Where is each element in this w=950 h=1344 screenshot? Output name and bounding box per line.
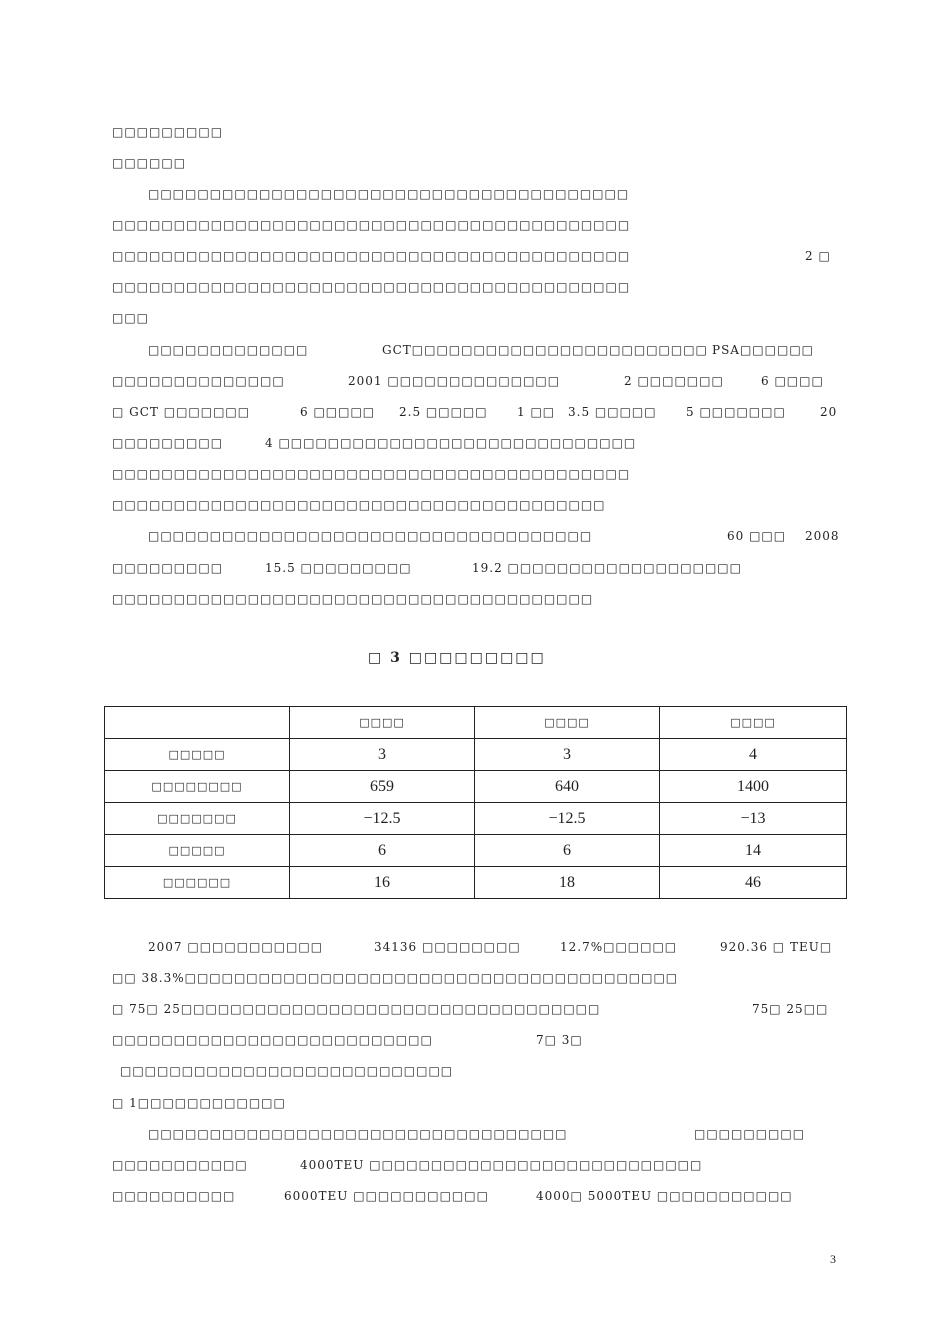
text-line: 5 □□□□□□□ [686,405,786,419]
text-line: □ 75□ 25□□□□□□□□□□□□□□□□□□□□□□□□□□□□□□□□□□ [112,1002,601,1016]
text-line: 75□ 25□□ [752,1002,829,1016]
text-line: 20 [820,405,838,419]
text-line: 4 □□□□□□□□□□□□□□□□□□□□□□□□□□□□□ [265,436,637,450]
text-line: □□□□□□□□□ [112,436,224,450]
text-line: □□□□□□□□□ [112,125,224,139]
table-cell: 659 [290,771,475,803]
text-line: 7□ 3□ [536,1033,583,1047]
text-line: 2.5 □□□□□ [399,405,488,419]
table-header-row [105,707,847,739]
table-caption: □ 3 □□□□□□□□□ [368,650,546,666]
text-line: 15.5 □□□□□□□□□ [265,561,412,575]
table-row [105,771,847,803]
text-line: □□□□□□□□□□□□□□□□□□□□□□□□□□□□□□□□□□□□□□□□□□ [112,280,631,294]
text-line: 34136 □□□□□□□□ [374,940,521,954]
table-cell: −13 [660,803,847,835]
text-line: □□□□□□□□□□□□□□□□□□□□□□□□□□□□□□□□□□□□□□□□□□ [112,467,631,481]
text-line: □□□□□□ [112,156,187,170]
row-label: □□□□□ [105,835,290,867]
text-line: □□□□□□□□□□□□□□□□□□□□□□□□□□□□□□□□□□□□□□□ [148,187,630,201]
table-cell: 3 [290,739,475,771]
text-line: 2 □ [805,249,831,263]
text-line: 920.36 □ TEU□ [720,940,833,954]
text-line: □ GCT □□□□□□□ [112,405,251,419]
text-line: 4000TEU □□□□□□□□□□□□□□□□□□□□□□□□□□□ [300,1158,703,1172]
text-line: □□□□□□□□□□□□□□□□□□□□□□□□□□□□□□□□□□□□ [148,529,593,543]
text-line: □□□□□□□□□ [112,561,224,575]
header-cell: □□□□ [475,707,660,739]
text-line: □□□□□□□□□□□□□□□□□□□□□□□□□□□□□□□□□□□□□□□ [112,592,594,606]
text-line: PSA□□□□□□ [712,343,814,357]
text-line: 3.5 □□□□□ [568,405,657,419]
text-line: □□□□□□□□□□□□□□□□□□□□□□□□□□□□□□□□□□□□□□□□□□ [112,249,631,263]
text-line: 6 □□□□ [761,374,824,388]
text-line: □□□□□□□□□□□□□□□□□□□□□□□□□□ [112,1033,433,1047]
text-line: □ 1□□□□□□□□□□□□ [112,1096,286,1110]
text-line: □□□□□□□□□□□□□□ [112,374,285,388]
table-cell: −12.5 [475,803,660,835]
table-row [105,835,847,867]
table-cell: 16 [290,867,475,899]
header-cell: □□□□ [290,707,475,739]
text-line: □□□□□□□□□□□□□□□□□□□□□□□□□□□ [120,1064,454,1078]
row-label: □□□□□ [105,739,290,771]
text-line: □□□□□□□□□□□□□□□□□□□□□□□□□□□□□□□□□□□□□□□□□□ [112,218,631,232]
header-cell: □□□□ [660,707,847,739]
text-line: 6 □□□□□ [300,405,376,419]
table-cell: 6 [290,835,475,867]
table-cell: 1400 [660,771,847,803]
text-line: GCT□□□□□□□□□□□□□□□□□□□□□□□□ [382,343,708,357]
text-line: 1 □□ [517,405,556,419]
header-cell-empty [105,707,290,739]
text-line: □□□□□□□□□□□□□□□□□□□□□□□□□□□□□□□□□□ [148,1127,568,1141]
text-line: □□□□□□□□□□ [112,1189,236,1203]
row-label: □□□□□□□□ [105,771,290,803]
text-line: □□□ [112,311,150,325]
text-line: □□□□□□□□□□□□□□□□□□□□□□□□□□□□□□□□□□□□□□□□ [112,498,606,512]
text-line: □□□□□□□□□□□□□ [148,343,309,357]
table-cell: 18 [475,867,660,899]
table-row [105,803,847,835]
data-table [104,706,847,899]
table-row [105,867,847,899]
text-line: 60 □□□ [727,529,787,543]
table-cell: 46 [660,867,847,899]
row-label: □□□□□□ [105,867,290,899]
text-line: 2001 □□□□□□□□□□□□□□ [348,374,561,388]
table-cell: 14 [660,835,847,867]
text-line: 2007 □□□□□□□□□□□ [148,940,324,954]
table-cell: 6 [475,835,660,867]
text-line: □□□□□□□□□□□ [112,1158,248,1172]
table-cell: −12.5 [290,803,475,835]
table-cell: 4 [660,739,847,771]
text-line: 19.2 □□□□□□□□□□□□□□□□□□□ [472,561,742,575]
text-line: 2 □□□□□□□ [624,374,724,388]
page-number: 3 [830,1252,836,1266]
text-line: 12.7%□□□□□□ [560,940,678,954]
text-line: 6000TEU □□□□□□□□□□□ [284,1189,489,1203]
text-line: 4000□ 5000TEU □□□□□□□□□□□ [536,1189,793,1203]
text-line: □□□□□□□□□ [694,1127,806,1141]
table-row [105,739,847,771]
table-cell: 640 [475,771,660,803]
row-label: □□□□□□□ [105,803,290,835]
text-line: □□ 38.3%□□□□□□□□□□□□□□□□□□□□□□□□□□□□□□□□□□□□□□□□ [112,971,679,985]
text-line: 2008 [805,529,840,543]
table-cell: 3 [475,739,660,771]
